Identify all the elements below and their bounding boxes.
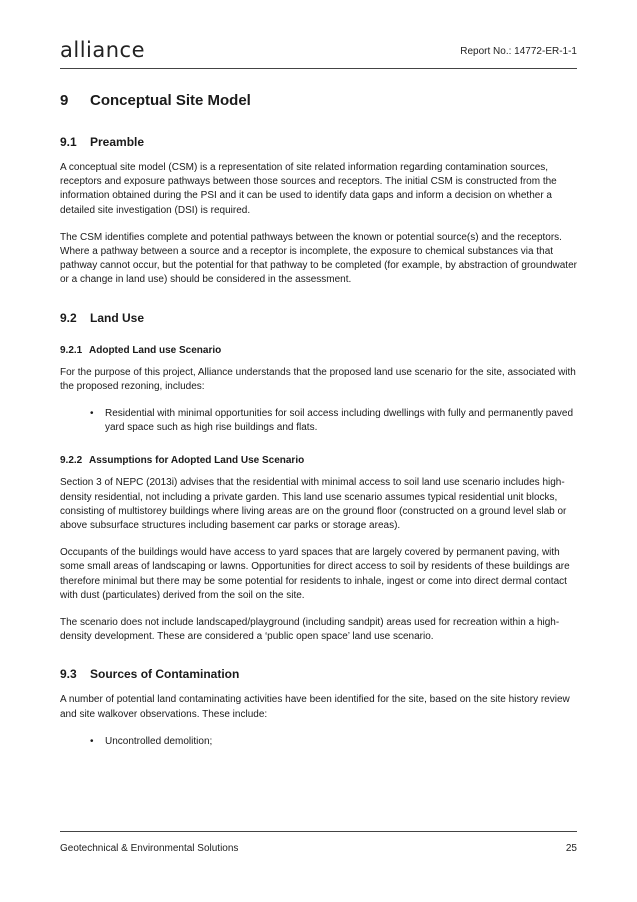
subsection-title: Sources of Contamination xyxy=(90,667,240,682)
page-footer xyxy=(60,843,577,854)
bullet-icon: • xyxy=(90,408,94,420)
subsubsection-number: 9.2.1 xyxy=(60,344,83,356)
subsubsection-number: 9.2.2 xyxy=(60,455,83,467)
list-item xyxy=(90,735,577,749)
bullet-list xyxy=(60,735,577,749)
subsection-number: 9.3 xyxy=(60,667,77,682)
alliance-logo: alliance xyxy=(60,38,146,62)
subsubsection-title: Adopted Land use Scenario xyxy=(89,344,222,356)
subsection-number: 9.2 xyxy=(60,310,77,325)
subsubsection-title: Assumptions for Adopted Land Use Scenario xyxy=(89,455,305,467)
paragraph: The scenario does not include landscaped/playground (including sandpit) areas used for recreation within a high-density development. These are considered a ‘public open space’ land use scenario. xyxy=(60,617,560,643)
bullet-icon: • xyxy=(90,735,94,747)
paragraph: Section 3 of NEPC (2013i) advises that the residential with minimal access to soil land use scenario includes high-density residential, not including a private garden. This land use scenario assumes typical residential unit blocks, consisting of multistorey buildings where living areas are on the ground floor (constructed on a ground level slab or above subsurface structures including basement car parks or storage areas). xyxy=(60,477,567,532)
document-body xyxy=(60,92,577,769)
paragraph: A number of potential land contaminating activities have been identified for the site, based on the site history review and site walkover observations. These include: xyxy=(60,694,570,720)
section-title: Conceptual Site Model xyxy=(90,92,251,109)
paragraph: A conceptual site model (CSM) is a representation of site related information regarding contamination sources, receptors and exposure pathways between those sources and receptors. The initial CSM is constructed from the information obtained during the PSI and it can be used to identify data gaps and inform a decision on whether a detailed site investigation (DSI) is required. xyxy=(60,162,557,216)
list-item xyxy=(90,407,577,435)
header-divider xyxy=(60,68,577,69)
subsection-number: 9.1 xyxy=(60,135,77,149)
subsection-heading-9-3 xyxy=(60,667,577,681)
subsection-heading-9-2 xyxy=(60,311,577,325)
list-item-text: Residential with minimal opportunities for soil access including dwellings with fully and permanently paved yard space such as high rise buildings and flats. xyxy=(105,408,574,434)
list-item-text: Uncontrolled demolition; xyxy=(105,735,213,747)
footer-divider xyxy=(60,831,577,832)
bullet-list xyxy=(60,407,577,435)
footer-company: Geotechnical & Environmental Solutions xyxy=(60,843,239,854)
subsection-title: Land Use xyxy=(90,310,145,325)
subsection-title: Preamble xyxy=(90,135,145,149)
paragraph: The CSM identifies complete and potential pathways between the known or potential source(s) and the receptors. Where a pathway between a source and a receptor is incomplete, the exposure to chemical substances via that pathway cannot occur, but the potential for that pathway to be completed (for example, by abstraction of groundwater or a change in land use) should be considered in the assessment. xyxy=(60,231,577,286)
section-heading xyxy=(60,92,577,109)
page-number: 25 xyxy=(565,843,577,854)
subsection-heading-9-1 xyxy=(60,135,577,149)
page-header xyxy=(60,38,577,66)
report-number: Report No.: 14772-ER-1-1 xyxy=(460,46,577,57)
subsubsection-heading-9-2-1 xyxy=(60,345,577,356)
paragraph: For the purpose of this project, Alliance understands that the proposed land use scenario for the site, associated with the proposed rezoning, includes: xyxy=(60,366,576,392)
section-number: 9 xyxy=(60,92,69,109)
subsubsection-heading-9-2-2 xyxy=(60,455,577,466)
paragraph: Occupants of the buildings would have access to yard spaces that are largely covered by permanent paving, with some small areas of landscaping or lawns. Opportunities for direct access to soil by residents of these buildings are therefore minimal but there may be some potential for residents to inhale, ingest or come into direct dermal contact with dust (particulates) derived from the soil on the site. xyxy=(60,547,570,601)
